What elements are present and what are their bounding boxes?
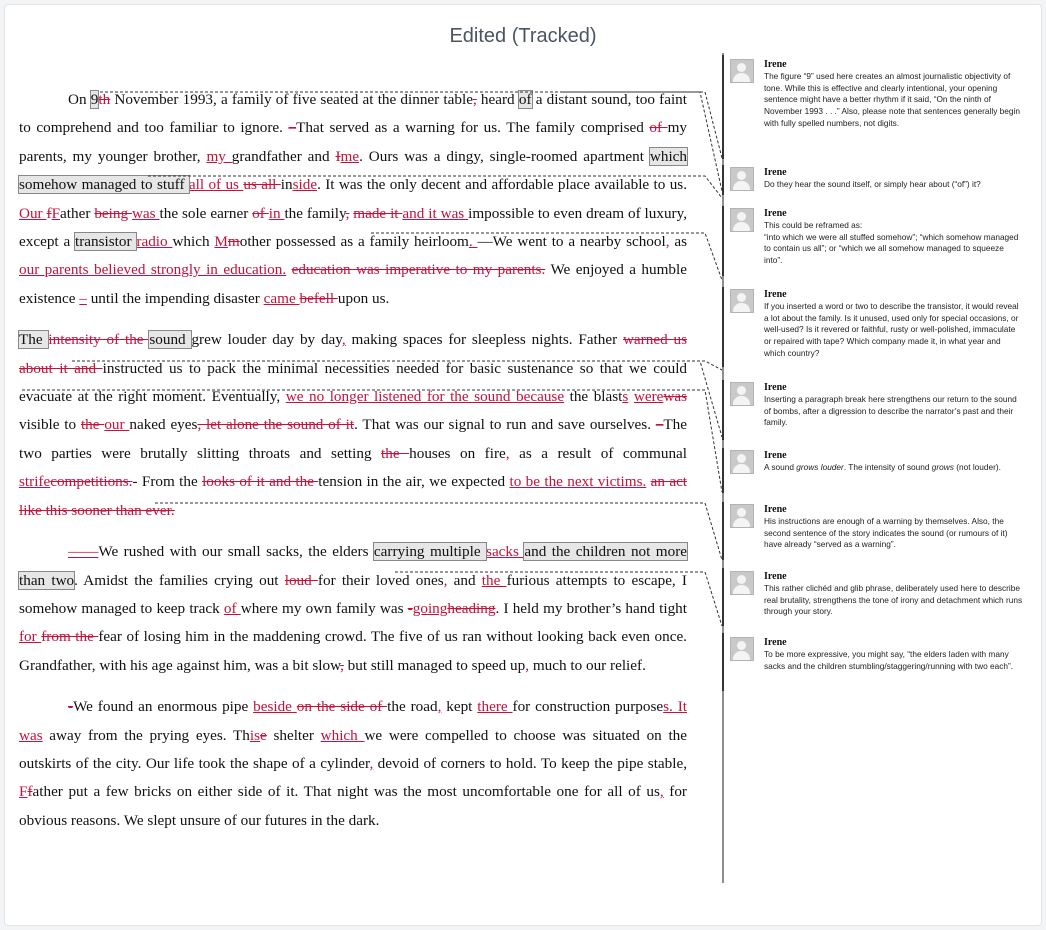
text-run: We found an enormous pipe bbox=[73, 698, 254, 716]
deleted-text: - bbox=[68, 698, 74, 716]
inserted-text: M bbox=[214, 233, 228, 251]
text-run: . That was our signal to run and save ourselves. bbox=[354, 416, 656, 434]
deleted-text: f bbox=[46, 204, 52, 222]
comment-author: Irene bbox=[764, 504, 787, 515]
inserted-text: was bbox=[131, 204, 160, 222]
commented-text: which somehow managed to stuff bbox=[19, 147, 688, 194]
comment-text: The figure “9” used here creates an almost journalistic objectivity of tone. While this is effective and clearly intentional, your opening sentence might have a better rhythm if it said, “On the ninth of November 1993 . . .” Also, please note that sentences generally begin with fully spelled numbers, not digits. bbox=[764, 71, 1020, 128]
comment-text: This rather clichéd and glib phrase, deliberately used here to describe real brutality, strengthens the tone of irony and detachment which runs through your story. bbox=[764, 583, 1023, 617]
inserted-text: which bbox=[320, 726, 365, 744]
avatar bbox=[730, 59, 754, 83]
avatar bbox=[730, 208, 754, 232]
comment-text: His instructions are enough of a warning by themselves. Also, the second sentence of the story indicates the sound (or rumours of it) have already “served as a warning”. bbox=[764, 516, 1008, 550]
deleted-text: competitions. bbox=[50, 473, 133, 491]
text-run: instructed us to pack the minimal necessities needed for basic sustenance so that we could evacuate at the right moment. Eventually, bbox=[19, 359, 688, 406]
deleted-text: the bbox=[381, 444, 410, 462]
text-run: the road bbox=[387, 698, 438, 716]
comment-text: Inserting a paragraph break here strengthens our return to the sound of bombs, after a digression to describe the narrator’s past and their family. bbox=[764, 394, 1017, 428]
deleted-text: loud bbox=[284, 571, 318, 589]
deleted-text: was bbox=[663, 388, 687, 406]
text-run: the blast bbox=[564, 388, 623, 406]
commented-text: transistor bbox=[75, 233, 137, 251]
deleted-text: , let alone the sound of it bbox=[197, 416, 355, 434]
deleted-text: I bbox=[335, 147, 341, 165]
deleted-text: of bbox=[649, 119, 668, 137]
inserted-text: beside bbox=[253, 698, 297, 716]
text-run: heard bbox=[476, 91, 519, 108]
inserted-text: , bbox=[341, 331, 346, 349]
text-run: naked eyes bbox=[129, 416, 198, 434]
commented-text: The bbox=[19, 331, 49, 349]
inserted-text: we no longer listened for the sound because bbox=[285, 388, 565, 406]
text-run: —We went to a nearby school bbox=[477, 233, 666, 251]
text-run: upon us. bbox=[337, 289, 390, 307]
comment-text: If you inserted a word or two to describe the transistor, it would reveal a lot about the family. Is it unused, used only for special occasions, or well-used? Is it revered or faithful, rusty or well-polished, immaculate or repaired with tape? Which company made it, in what year and which country? bbox=[764, 301, 1019, 358]
commented-text: sound bbox=[149, 331, 192, 349]
inserted-text: is bbox=[249, 726, 261, 744]
comment-author: Irene bbox=[764, 167, 787, 178]
comment-text bbox=[764, 462, 1024, 474]
text-run: making spaces for sleepless nights. Father bbox=[345, 331, 623, 349]
inserted-text: , bbox=[665, 233, 670, 251]
text-run: furious attempts to escape, I somehow managed to keep track bbox=[19, 571, 687, 617]
text-run: ather put a few bricks on either side of it. That night was the most uncomfortable one for all of us bbox=[32, 783, 660, 801]
text-run: until the impending disaster bbox=[86, 289, 264, 307]
text-run: visible to bbox=[19, 416, 81, 434]
text-run: . Ours was a dingy, single-roomed apartment bbox=[359, 147, 650, 165]
comment-author: Irene bbox=[764, 450, 787, 461]
inserted-text: , bbox=[369, 754, 374, 772]
text-run: as a result of communal bbox=[509, 444, 688, 462]
deleted-text: th bbox=[98, 91, 111, 108]
text-run: grandfather and bbox=[231, 147, 336, 165]
avatar bbox=[730, 450, 754, 474]
avatar bbox=[730, 382, 754, 406]
text-run: a distant sound, too faint to comprehend and too familiar to ignore. bbox=[19, 91, 687, 137]
deleted-text: m bbox=[227, 233, 240, 251]
inserted-text: our bbox=[104, 416, 130, 434]
text-run: ather bbox=[60, 204, 95, 222]
comment-author: Irene bbox=[764, 637, 787, 648]
comment-text: To be more expressive, you might say, “the elders laden with many sacks and the children stumbling/staggering/running with two each”. bbox=[764, 649, 1014, 671]
text-run: where my own family was bbox=[240, 599, 408, 617]
text-run: . It was the only decent and affordable place available to us. bbox=[317, 176, 687, 194]
avatar bbox=[730, 637, 754, 661]
inserted-text: . bbox=[468, 233, 478, 251]
inserted-text: came bbox=[263, 289, 300, 307]
inserted-text: to be the next victims. bbox=[509, 473, 647, 491]
comment-author: Irene bbox=[764, 289, 787, 300]
deleted-text: us all bbox=[243, 176, 281, 194]
deleted-text: from the bbox=[41, 628, 99, 646]
deleted-text: warned us about it and bbox=[19, 331, 687, 377]
text-run: the family bbox=[284, 204, 346, 222]
avatar bbox=[730, 289, 754, 313]
comment-text-part: A sound bbox=[764, 462, 797, 472]
comment-author: Irene bbox=[764, 59, 787, 70]
text-run: November 1993, a family of five seated at the dinner table bbox=[110, 91, 473, 108]
inserted-text: , bbox=[443, 571, 448, 589]
deleted-text: of bbox=[252, 204, 269, 222]
inserted-text: of bbox=[223, 599, 241, 617]
text-run: for their loved ones bbox=[317, 571, 444, 589]
text-run: grew louder day by day bbox=[191, 331, 342, 349]
inserted-text: our parents believed strongly in education. bbox=[19, 261, 287, 279]
comment-text: Do they hear the sound itself, or simply hear about (“of”) it? bbox=[764, 179, 981, 189]
text-run: impossible to even dream of luxury, except a bbox=[19, 204, 688, 251]
avatar bbox=[730, 504, 754, 528]
text-run: away from the prying eyes. Th bbox=[42, 726, 250, 744]
text-run: the sole earner bbox=[159, 204, 253, 222]
inserted-text: s bbox=[622, 388, 629, 406]
inserted-text: and it was bbox=[402, 204, 469, 222]
deleted-text: e bbox=[260, 726, 267, 744]
text-run: . Amidst the families crying out bbox=[74, 571, 285, 589]
comment-author: Irene bbox=[764, 571, 787, 582]
text-run: for construction purpose bbox=[512, 698, 664, 716]
inserted-text: s. It was bbox=[19, 698, 687, 744]
text-run: we were compelled to choose was situated on the outskirts of the city. Our life took the shape of a cylinder bbox=[19, 726, 687, 772]
deleted-text: , bbox=[345, 204, 350, 222]
commented-text: carrying multiple bbox=[373, 543, 487, 561]
inserted-text: strife bbox=[19, 473, 51, 491]
inserted-text: sacks bbox=[486, 543, 525, 561]
inserted-text: , bbox=[437, 698, 442, 716]
inserted-text: Our bbox=[19, 204, 47, 222]
inserted-text: – bbox=[79, 289, 87, 307]
text-run: The two parties were brutally slitting throats and setting bbox=[19, 416, 688, 462]
text-run: devoid of corners to hold. To keep the pipe stable, bbox=[373, 754, 688, 772]
deleted-text: on the side of bbox=[296, 698, 388, 716]
deleted-text: heading bbox=[447, 599, 496, 617]
text-run: tension in the air, we expected bbox=[318, 473, 510, 491]
inserted-text: , bbox=[525, 656, 530, 674]
comment-text-emphasis: grows louder bbox=[796, 462, 844, 472]
inserted-text: F bbox=[19, 783, 28, 801]
text-run: for obvious reasons. We slept unsure of our futures in the dark. bbox=[19, 783, 687, 829]
inserted-text: , bbox=[659, 783, 664, 801]
text-run: in bbox=[280, 176, 293, 194]
deleted-text: befell bbox=[299, 289, 338, 307]
inserted-text: all of us bbox=[188, 176, 244, 194]
commented-text: of bbox=[518, 91, 532, 108]
text-run: shelter bbox=[266, 726, 321, 744]
text-run: fear of losing him in the maddening crowd. The five of us ran without looking back even once. Grandfather, with his age against him, was a bit slow bbox=[19, 628, 687, 674]
avatar bbox=[730, 167, 754, 191]
text-run: much to our relief. bbox=[529, 656, 646, 674]
text-run: as bbox=[669, 233, 687, 251]
comment-text-emphasis: grows bbox=[931, 462, 954, 472]
deleted-text: f bbox=[27, 783, 33, 801]
comment-text-part: . The intensity of sound bbox=[843, 462, 932, 472]
deleted-text: , bbox=[340, 656, 344, 674]
commented-text: and the children not more than two bbox=[19, 543, 687, 589]
deleted-text: education was imperative to my parents. bbox=[291, 261, 546, 279]
deleted-text: – bbox=[655, 416, 664, 434]
inserted-text: my bbox=[206, 147, 232, 165]
deleted-text: being bbox=[94, 204, 132, 222]
inserted-text: side bbox=[292, 176, 318, 194]
inserted-text: there bbox=[477, 698, 513, 716]
inserted-text: radio bbox=[136, 233, 173, 251]
deleted-text: an act like this sooner than ever. bbox=[19, 473, 688, 519]
page-title: Edited (Tracked) bbox=[449, 25, 597, 47]
inserted-text: in bbox=[268, 204, 285, 222]
text-run: houses on fire bbox=[409, 444, 506, 462]
text-run: We rushed with our small sacks, the elders bbox=[98, 543, 374, 561]
deleted-text: intensity of the bbox=[48, 331, 150, 349]
text-run: - From the bbox=[132, 473, 203, 491]
text-run: kept bbox=[441, 698, 478, 716]
text-run: which bbox=[172, 233, 215, 251]
deleted-text: – bbox=[288, 119, 297, 137]
inserted-text: going bbox=[412, 599, 448, 617]
inserted-text: the bbox=[481, 571, 507, 589]
text-run: other possessed as a family heirloom bbox=[239, 233, 469, 251]
text-run: but still managed to speed up bbox=[343, 656, 526, 674]
deleted-text: - bbox=[407, 599, 413, 617]
deleted-text: , bbox=[472, 91, 477, 108]
text-run: We enjoyed a humble existence bbox=[19, 261, 687, 307]
text-run: . I held my brother’s hand tight bbox=[495, 599, 687, 617]
text-run: That served as a warning for us. The family comprised bbox=[296, 119, 650, 137]
inserted-text: F bbox=[51, 204, 61, 222]
comment-author: Irene bbox=[764, 208, 787, 219]
deleted-text: looks of it and the bbox=[202, 473, 319, 491]
avatar bbox=[730, 571, 754, 595]
inserted-text: for bbox=[19, 628, 42, 646]
comment-author: Irene bbox=[764, 382, 787, 393]
text-run: and bbox=[447, 571, 482, 589]
text-run: On bbox=[68, 91, 91, 108]
inserted-text: me bbox=[340, 147, 360, 165]
commented-text: 9 bbox=[90, 91, 99, 108]
comment-text-part: (not louder). bbox=[953, 462, 1001, 472]
inserted-text: —— bbox=[68, 543, 99, 561]
text-run: my parents, my younger brother, bbox=[19, 119, 687, 165]
inserted-text: , bbox=[505, 444, 510, 462]
comment-text: This could be reframed as: “into which we were all stuffed somehow”; “which somehow managed to contain us all”; or “which we all somehow managed to squeeze into”. bbox=[764, 220, 1019, 266]
inserted-text: were bbox=[633, 388, 664, 406]
deleted-text: the bbox=[80, 416, 105, 434]
deleted-text: made it bbox=[353, 204, 403, 222]
